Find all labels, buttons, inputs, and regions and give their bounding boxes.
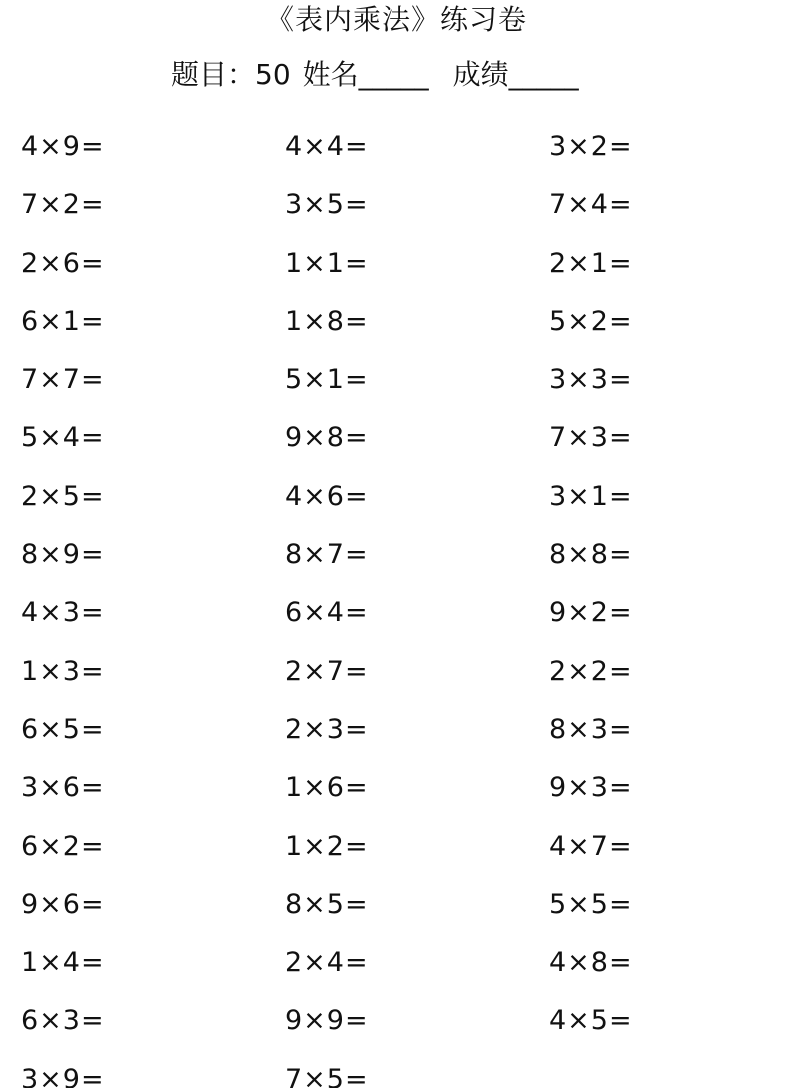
problem-item: 2×6= <box>21 247 105 279</box>
problem-item: 5×2= <box>549 305 633 337</box>
problem-item: 7×5= <box>285 1063 369 1088</box>
problem-item: 3×5= <box>285 189 369 221</box>
problem-item: 4×4= <box>285 131 369 162</box>
problem-item: 8×3= <box>549 713 633 745</box>
problem-count-label: 题目：50 <box>171 58 291 91</box>
problem-grid <box>21 118 793 1088</box>
problem-item: 2×1= <box>549 247 633 279</box>
problem-item: 7×4= <box>549 189 633 221</box>
problem-item: 8×8= <box>549 539 633 571</box>
score-field-label: 成绩_____ <box>452 58 579 91</box>
problem-item: 3×1= <box>549 480 633 512</box>
problem-item: 6×5= <box>21 713 105 745</box>
problem-item: 7×3= <box>549 422 633 454</box>
problem-item: 1×4= <box>21 947 105 979</box>
problem-item: 9×9= <box>285 1005 369 1037</box>
worksheet-info-line <box>171 50 579 100</box>
problem-item: 6×4= <box>285 597 369 629</box>
problem-item: 4×5= <box>549 1005 633 1037</box>
problem-item: 1×2= <box>285 830 369 862</box>
problem-item: 1×8= <box>285 305 369 337</box>
problem-item: 1×3= <box>21 655 105 687</box>
problem-item: 3×2= <box>549 131 633 162</box>
problem-item: 5×4= <box>21 422 105 454</box>
problem-item: 7×2= <box>21 189 105 221</box>
problem-item: 3×6= <box>21 772 105 804</box>
problem-item: 2×7= <box>285 655 369 687</box>
problem-item: 2×3= <box>285 713 369 745</box>
problem-item: 8×7= <box>285 539 369 571</box>
problem-item: 6×1= <box>21 305 105 337</box>
problem-item: 4×7= <box>549 830 633 862</box>
problem-item: 5×5= <box>549 888 633 920</box>
problem-item: 7×7= <box>21 364 105 396</box>
problem-item: 3×9= <box>21 1063 105 1088</box>
problem-item: 2×4= <box>285 947 369 979</box>
name-field-label: 姓名_____ <box>302 58 429 91</box>
problem-item: 2×5= <box>21 480 105 512</box>
problem-item: 4×9= <box>21 131 105 162</box>
problem-item: 6×3= <box>21 1005 105 1037</box>
worksheet-title: 《表内乘法》练习卷 <box>265 3 527 36</box>
problem-item: 9×6= <box>21 888 105 920</box>
problem-item: 9×8= <box>285 422 369 454</box>
problem-item: 8×5= <box>285 888 369 920</box>
problem-item: 1×6= <box>285 772 369 804</box>
problem-item: 8×9= <box>21 539 105 571</box>
problem-item: 2×2= <box>549 655 633 687</box>
problem-item: 3×3= <box>549 364 633 396</box>
problem-item: 4×6= <box>285 480 369 512</box>
problem-item: 9×2= <box>549 597 633 629</box>
problem-item: 9×3= <box>549 772 633 804</box>
problem-item: 5×1= <box>285 364 369 396</box>
problem-item: 1×1= <box>285 247 369 279</box>
problem-item: 4×3= <box>21 597 105 629</box>
problem-item: 6×2= <box>21 830 105 862</box>
problem-item: 4×8= <box>549 947 633 979</box>
